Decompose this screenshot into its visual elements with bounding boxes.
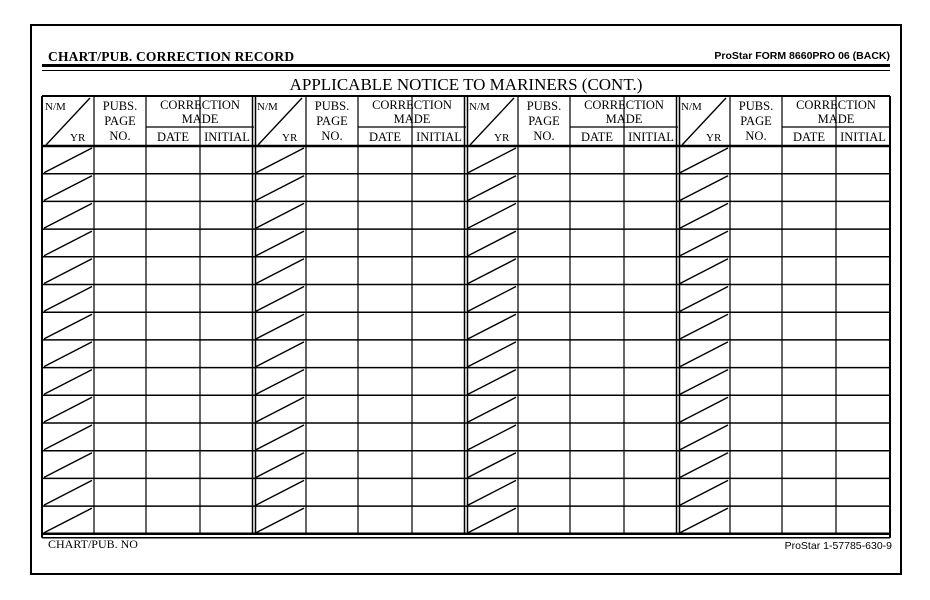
nm-yr-cell-diagonal xyxy=(468,508,516,533)
nm-yr-cell-diagonal xyxy=(680,287,728,312)
pubs-page-no-header: PAGE xyxy=(740,114,772,128)
pubs-page-no-header: PUBS. xyxy=(102,99,138,113)
correction-made-header: MADE xyxy=(181,112,219,126)
initial-header: INITIAL xyxy=(628,130,674,144)
date-header: DATE xyxy=(793,130,825,144)
nm-yr-cell-diagonal xyxy=(44,425,92,450)
nm-yr-cell-diagonal xyxy=(468,425,516,450)
nm-yr-cell-diagonal xyxy=(256,314,304,339)
correction-made-header: MADE xyxy=(605,112,643,126)
nm-yr-cell-diagonal xyxy=(256,259,304,284)
pubs-page-no-header: PUBS. xyxy=(314,99,350,113)
nm-yr-cell-diagonal xyxy=(468,397,516,422)
nm-yr-cell-diagonal xyxy=(468,342,516,367)
nm-yr-cell-diagonal xyxy=(256,287,304,312)
nm-yr-cell-diagonal xyxy=(680,480,728,505)
initial-header: INITIAL xyxy=(204,130,250,144)
nm-yr-cell-diagonal xyxy=(680,508,728,533)
nm-yr-cell-diagonal xyxy=(44,314,92,339)
nm-yr-cell-diagonal xyxy=(468,231,516,256)
pubs-page-no-header: PUBS. xyxy=(526,99,562,113)
pubs-page-no-header: NO. xyxy=(745,129,767,143)
nm-yr-cell-diagonal xyxy=(468,203,516,228)
nm-header: N/M xyxy=(257,101,278,113)
nm-yr-cell-diagonal xyxy=(680,370,728,395)
yr-header: YR xyxy=(494,132,510,144)
yr-header: YR xyxy=(706,132,722,144)
nm-header: N/M xyxy=(469,101,490,113)
nm-yr-cell-diagonal xyxy=(680,148,728,173)
pubs-page-no-header: NO. xyxy=(109,129,131,143)
date-header: DATE xyxy=(581,130,613,144)
nm-yr-cell-diagonal xyxy=(44,370,92,395)
nm-yr-cell-diagonal xyxy=(468,370,516,395)
nm-yr-cell-diagonal xyxy=(468,287,516,312)
correction-made-header: CORRECTION xyxy=(372,98,452,112)
correction-record-form xyxy=(30,24,902,575)
form-subtitle: APPLICABLE NOTICE TO MARINERS (CONT.) xyxy=(289,75,643,94)
nm-yr-cell-diagonal xyxy=(468,259,516,284)
nm-yr-cell-diagonal xyxy=(44,259,92,284)
correction-made-header: CORRECTION xyxy=(584,98,664,112)
nm-yr-cell-diagonal xyxy=(680,397,728,422)
yr-header: YR xyxy=(70,132,86,144)
correction-made-header: CORRECTION xyxy=(796,98,876,112)
nm-yr-cell-diagonal xyxy=(256,453,304,478)
nm-yr-cell-diagonal xyxy=(468,453,516,478)
nm-yr-cell-diagonal xyxy=(44,203,92,228)
pubs-page-no-header: NO. xyxy=(321,129,343,143)
nm-yr-cell-diagonal xyxy=(44,231,92,256)
date-header: DATE xyxy=(157,130,189,144)
nm-yr-cell-diagonal xyxy=(256,480,304,505)
nm-yr-cell-diagonal xyxy=(44,342,92,367)
pubs-page-no-header: PAGE xyxy=(104,114,136,128)
nm-yr-cell-diagonal xyxy=(256,231,304,256)
nm-yr-cell-diagonal xyxy=(44,148,92,173)
correction-made-header: MADE xyxy=(393,112,431,126)
chart-pub-no-label: CHART/PUB. NO xyxy=(48,537,138,551)
publication-number: ProStar 1-57785-630-9 xyxy=(784,540,892,552)
date-header: DATE xyxy=(369,130,401,144)
pubs-page-no-header: PAGE xyxy=(316,114,348,128)
nm-yr-cell-diagonal xyxy=(680,203,728,228)
pubs-page-no-header: NO. xyxy=(533,129,555,143)
initial-header: INITIAL xyxy=(416,130,462,144)
nm-yr-cell-diagonal xyxy=(680,176,728,201)
nm-yr-cell-diagonal xyxy=(256,370,304,395)
yr-header: YR xyxy=(282,132,298,144)
nm-yr-cell-diagonal xyxy=(256,148,304,173)
nm-yr-cell-diagonal xyxy=(680,453,728,478)
nm-yr-cell-diagonal xyxy=(680,314,728,339)
nm-yr-cell-diagonal xyxy=(44,176,92,201)
nm-header: N/M xyxy=(45,101,66,113)
nm-yr-cell-diagonal xyxy=(44,508,92,533)
nm-yr-cell-diagonal xyxy=(44,480,92,505)
nm-yr-cell-diagonal xyxy=(468,314,516,339)
nm-yr-cell-diagonal xyxy=(680,425,728,450)
nm-yr-cell-diagonal xyxy=(256,176,304,201)
nm-yr-cell-diagonal xyxy=(680,231,728,256)
correction-made-header: MADE xyxy=(817,112,855,126)
nm-yr-cell-diagonal xyxy=(44,453,92,478)
nm-yr-cell-diagonal xyxy=(44,397,92,422)
pubs-page-no-header: PAGE xyxy=(528,114,560,128)
nm-yr-cell-diagonal xyxy=(468,480,516,505)
nm-yr-cell-diagonal xyxy=(256,203,304,228)
nm-yr-cell-diagonal xyxy=(680,342,728,367)
nm-yr-cell-diagonal xyxy=(44,287,92,312)
nm-yr-cell-diagonal xyxy=(468,148,516,173)
nm-yr-cell-diagonal xyxy=(256,397,304,422)
form-id: ProStar FORM 8660PRO 06 (BACK) xyxy=(714,50,890,62)
form-title: CHART/PUB. CORRECTION RECORD xyxy=(48,49,295,64)
correction-made-header: CORRECTION xyxy=(160,98,240,112)
nm-yr-cell-diagonal xyxy=(256,425,304,450)
initial-header: INITIAL xyxy=(840,130,886,144)
pubs-page-no-header: PUBS. xyxy=(738,99,774,113)
nm-yr-cell-diagonal xyxy=(468,176,516,201)
nm-yr-cell-diagonal xyxy=(256,342,304,367)
nm-yr-cell-diagonal xyxy=(256,508,304,533)
nm-yr-cell-diagonal xyxy=(680,259,728,284)
nm-header: N/M xyxy=(681,101,702,113)
